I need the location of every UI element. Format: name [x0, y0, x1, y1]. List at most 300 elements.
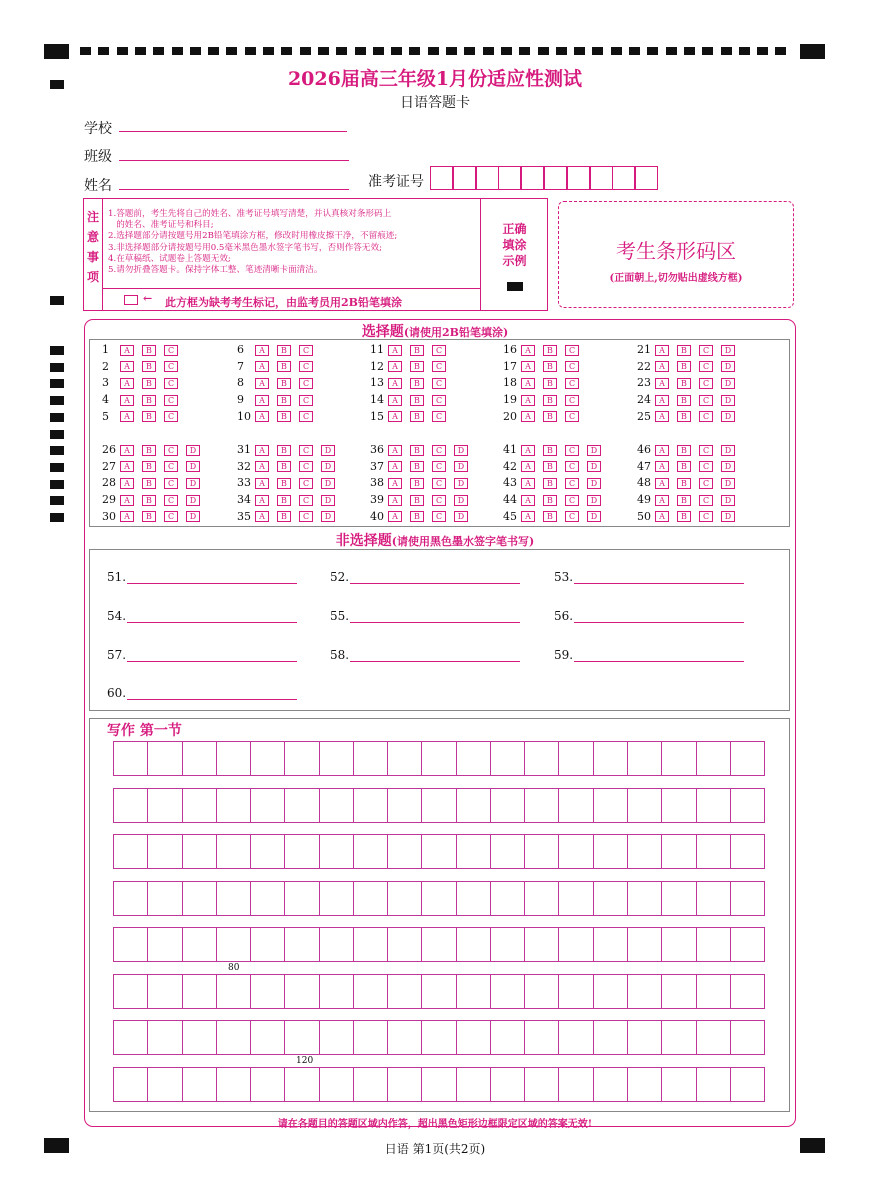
grid-cell[interactable]	[559, 882, 593, 915]
option-bubble-d[interactable]: D	[186, 495, 200, 506]
option-bubble-c[interactable]: C	[164, 495, 178, 506]
grid-cell[interactable]	[148, 1068, 182, 1101]
grid-cell[interactable]	[525, 882, 559, 915]
option-bubble-d[interactable]: D	[454, 495, 468, 506]
option-bubble-a[interactable]: A	[521, 511, 535, 522]
answer-underline[interactable]	[127, 622, 297, 623]
option-bubble-c[interactable]: C	[164, 461, 178, 472]
option-bubble-b[interactable]: B	[677, 445, 691, 456]
option-bubble-d[interactable]: D	[721, 411, 735, 422]
option-bubble-b[interactable]: B	[543, 395, 557, 406]
grid-cell[interactable]	[525, 789, 559, 822]
option-bubble-d[interactable]: D	[321, 461, 335, 472]
grid-cell[interactable]	[628, 928, 662, 961]
grid-cell[interactable]	[114, 928, 148, 961]
grid-cell[interactable]	[217, 835, 251, 868]
option-bubble-b[interactable]: B	[543, 495, 557, 506]
answer-underline[interactable]	[574, 622, 744, 623]
option-bubble-a[interactable]: A	[521, 495, 535, 506]
option-bubble-c[interactable]: C	[432, 511, 446, 522]
name-field[interactable]	[119, 189, 349, 190]
option-bubble-a[interactable]: A	[521, 345, 535, 356]
grid-cell[interactable]	[114, 975, 148, 1008]
grid-cell[interactable]	[217, 882, 251, 915]
option-bubble-a[interactable]: A	[255, 345, 269, 356]
option-bubble-b[interactable]: B	[277, 361, 291, 372]
option-bubble-c[interactable]: C	[565, 461, 579, 472]
grid-cell[interactable]	[251, 928, 285, 961]
grid-cell[interactable]	[697, 882, 731, 915]
grid-cell[interactable]	[148, 742, 182, 775]
answer-underline[interactable]	[350, 661, 520, 662]
option-bubble-a[interactable]: A	[388, 461, 402, 472]
option-bubble-a[interactable]: A	[120, 461, 134, 472]
option-bubble-a[interactable]: A	[255, 411, 269, 422]
grid-cell[interactable]	[251, 882, 285, 915]
answer-line-56[interactable]	[554, 609, 744, 623]
option-bubble-b[interactable]: B	[677, 378, 691, 389]
option-bubble-c[interactable]: C	[299, 495, 313, 506]
exam-id-digit-box[interactable]	[498, 166, 521, 190]
option-bubble-a[interactable]: A	[388, 495, 402, 506]
option-bubble-c[interactable]: C	[432, 461, 446, 472]
option-bubble-b[interactable]: B	[410, 511, 424, 522]
grid-cell[interactable]	[594, 928, 628, 961]
grid-cell[interactable]	[559, 928, 593, 961]
grid-cell[interactable]	[114, 789, 148, 822]
grid-cell[interactable]	[422, 975, 456, 1008]
grid-cell[interactable]	[731, 789, 765, 822]
grid-cell[interactable]	[731, 1068, 765, 1101]
option-bubble-b[interactable]: B	[410, 395, 424, 406]
option-bubble-c[interactable]: C	[565, 395, 579, 406]
grid-cell[interactable]	[148, 975, 182, 1008]
grid-cell[interactable]	[183, 928, 217, 961]
grid-cell[interactable]	[354, 1021, 388, 1054]
grid-cell[interactable]	[285, 742, 319, 775]
answer-underline[interactable]	[127, 699, 297, 700]
grid-cell[interactable]	[594, 1021, 628, 1054]
option-bubble-b[interactable]: B	[277, 511, 291, 522]
grid-cell[interactable]	[422, 1068, 456, 1101]
option-bubble-b[interactable]: B	[142, 478, 156, 489]
option-bubble-c[interactable]: C	[432, 345, 446, 356]
option-bubble-a[interactable]: A	[521, 461, 535, 472]
option-bubble-b[interactable]: B	[543, 445, 557, 456]
grid-cell[interactable]	[525, 975, 559, 1008]
option-bubble-d[interactable]: D	[186, 478, 200, 489]
grid-cell[interactable]	[388, 789, 422, 822]
option-bubble-a[interactable]: A	[388, 345, 402, 356]
grid-cell[interactable]	[183, 789, 217, 822]
grid-cell[interactable]	[697, 975, 731, 1008]
option-bubble-d[interactable]: D	[186, 445, 200, 456]
option-bubble-a[interactable]: A	[255, 461, 269, 472]
option-bubble-b[interactable]: B	[543, 478, 557, 489]
option-bubble-a[interactable]: A	[388, 478, 402, 489]
class-field[interactable]	[119, 160, 349, 161]
option-bubble-c[interactable]: C	[565, 511, 579, 522]
option-bubble-b[interactable]: B	[142, 411, 156, 422]
option-bubble-b[interactable]: B	[677, 411, 691, 422]
grid-cell[interactable]	[148, 1021, 182, 1054]
option-bubble-d[interactable]: D	[721, 345, 735, 356]
option-bubble-c[interactable]: C	[164, 478, 178, 489]
grid-cell[interactable]	[114, 1021, 148, 1054]
grid-cell[interactable]	[731, 1021, 765, 1054]
grid-cell[interactable]	[320, 742, 354, 775]
grid-cell[interactable]	[251, 742, 285, 775]
option-bubble-b[interactable]: B	[277, 345, 291, 356]
option-bubble-a[interactable]: A	[388, 411, 402, 422]
grid-cell[interactable]	[285, 975, 319, 1008]
grid-cell[interactable]	[628, 835, 662, 868]
grid-cell[interactable]	[559, 975, 593, 1008]
grid-cell[interactable]	[354, 882, 388, 915]
option-bubble-d[interactable]: D	[721, 478, 735, 489]
option-bubble-a[interactable]: A	[655, 395, 669, 406]
answer-underline[interactable]	[127, 583, 297, 584]
option-bubble-b[interactable]: B	[410, 495, 424, 506]
option-bubble-d[interactable]: D	[587, 461, 601, 472]
grid-cell[interactable]	[354, 1068, 388, 1101]
option-bubble-b[interactable]: B	[543, 345, 557, 356]
answer-line-59[interactable]	[554, 648, 744, 662]
option-bubble-b[interactable]: B	[410, 411, 424, 422]
option-bubble-a[interactable]: A	[388, 361, 402, 372]
option-bubble-c[interactable]: C	[699, 395, 713, 406]
grid-cell[interactable]	[320, 928, 354, 961]
option-bubble-c[interactable]: C	[699, 361, 713, 372]
grid-cell[interactable]	[491, 882, 525, 915]
grid-cell[interactable]	[491, 835, 525, 868]
grid-cell[interactable]	[731, 742, 765, 775]
option-bubble-b[interactable]: B	[410, 378, 424, 389]
option-bubble-a[interactable]: A	[120, 445, 134, 456]
grid-cell[interactable]	[457, 928, 491, 961]
grid-cell[interactable]	[731, 835, 765, 868]
option-bubble-d[interactable]: D	[454, 445, 468, 456]
option-bubble-a[interactable]: A	[255, 445, 269, 456]
option-bubble-a[interactable]: A	[521, 378, 535, 389]
grid-cell[interactable]	[594, 975, 628, 1008]
grid-cell[interactable]	[559, 835, 593, 868]
grid-cell[interactable]	[320, 835, 354, 868]
grid-cell[interactable]	[457, 975, 491, 1008]
option-bubble-b[interactable]: B	[543, 411, 557, 422]
option-bubble-b[interactable]: B	[677, 478, 691, 489]
option-bubble-a[interactable]: A	[120, 511, 134, 522]
grid-cell[interactable]	[251, 789, 285, 822]
option-bubble-a[interactable]: A	[255, 395, 269, 406]
grid-cell[interactable]	[662, 835, 696, 868]
grid-cell[interactable]	[628, 1021, 662, 1054]
option-bubble-b[interactable]: B	[277, 378, 291, 389]
grid-cell[interactable]	[320, 975, 354, 1008]
grid-cell[interactable]	[662, 928, 696, 961]
option-bubble-b[interactable]: B	[677, 495, 691, 506]
grid-cell[interactable]	[628, 789, 662, 822]
option-bubble-a[interactable]: A	[521, 445, 535, 456]
option-bubble-b[interactable]: B	[277, 478, 291, 489]
option-bubble-a[interactable]: A	[120, 411, 134, 422]
option-bubble-c[interactable]: C	[299, 361, 313, 372]
grid-cell[interactable]	[491, 742, 525, 775]
grid-cell[interactable]	[320, 1068, 354, 1101]
option-bubble-d[interactable]: D	[321, 478, 335, 489]
grid-cell[interactable]	[114, 1068, 148, 1101]
option-bubble-a[interactable]: A	[655, 411, 669, 422]
grid-cell[interactable]	[457, 1021, 491, 1054]
exam-id-digit-box[interactable]	[635, 166, 658, 190]
grid-cell[interactable]	[457, 835, 491, 868]
exam-id-digit-box[interactable]	[590, 166, 613, 190]
exam-id-digit-box[interactable]	[544, 166, 567, 190]
grid-cell[interactable]	[422, 835, 456, 868]
option-bubble-d[interactable]: D	[587, 495, 601, 506]
option-bubble-d[interactable]: D	[186, 511, 200, 522]
school-field[interactable]	[119, 131, 347, 132]
option-bubble-c[interactable]: C	[164, 378, 178, 389]
option-bubble-d[interactable]: D	[587, 478, 601, 489]
option-bubble-b[interactable]: B	[277, 411, 291, 422]
option-bubble-d[interactable]: D	[454, 511, 468, 522]
grid-cell[interactable]	[422, 742, 456, 775]
option-bubble-c[interactable]: C	[299, 378, 313, 389]
exam-id-digit-box[interactable]	[567, 166, 590, 190]
option-bubble-b[interactable]: B	[543, 511, 557, 522]
option-bubble-a[interactable]: A	[255, 361, 269, 372]
grid-cell[interactable]	[183, 975, 217, 1008]
grid-cell[interactable]	[525, 928, 559, 961]
option-bubble-c[interactable]: C	[565, 478, 579, 489]
grid-cell[interactable]	[422, 928, 456, 961]
grid-cell[interactable]	[525, 835, 559, 868]
grid-cell[interactable]	[217, 789, 251, 822]
grid-cell[interactable]	[525, 1068, 559, 1101]
grid-cell[interactable]	[354, 835, 388, 868]
absent-checkbox[interactable]	[124, 295, 138, 305]
option-bubble-c[interactable]: C	[565, 495, 579, 506]
grid-cell[interactable]	[525, 1021, 559, 1054]
grid-cell[interactable]	[457, 742, 491, 775]
option-bubble-c[interactable]: C	[699, 345, 713, 356]
option-bubble-c[interactable]: C	[299, 345, 313, 356]
grid-cell[interactable]	[662, 975, 696, 1008]
grid-cell[interactable]	[148, 882, 182, 915]
grid-cell[interactable]	[183, 1068, 217, 1101]
grid-cell[interactable]	[388, 742, 422, 775]
grid-cell[interactable]	[594, 882, 628, 915]
grid-cell[interactable]	[114, 882, 148, 915]
grid-cell[interactable]	[285, 789, 319, 822]
option-bubble-a[interactable]: A	[120, 345, 134, 356]
grid-cell[interactable]	[457, 789, 491, 822]
grid-cell[interactable]	[114, 835, 148, 868]
answer-line-53[interactable]	[554, 570, 744, 584]
option-bubble-b[interactable]: B	[142, 495, 156, 506]
option-bubble-c[interactable]: C	[164, 395, 178, 406]
option-bubble-d[interactable]: D	[321, 511, 335, 522]
grid-cell[interactable]	[422, 789, 456, 822]
grid-cell[interactable]	[491, 789, 525, 822]
option-bubble-d[interactable]: D	[454, 461, 468, 472]
grid-cell[interactable]	[697, 928, 731, 961]
option-bubble-c[interactable]: C	[299, 411, 313, 422]
option-bubble-b[interactable]: B	[677, 345, 691, 356]
grid-cell[interactable]	[662, 1021, 696, 1054]
grid-cell[interactable]	[628, 1068, 662, 1101]
grid-cell[interactable]	[285, 928, 319, 961]
option-bubble-b[interactable]: B	[277, 395, 291, 406]
grid-cell[interactable]	[491, 1068, 525, 1101]
grid-cell[interactable]	[628, 742, 662, 775]
grid-cell[interactable]	[388, 928, 422, 961]
option-bubble-a[interactable]: A	[255, 495, 269, 506]
grid-cell[interactable]	[217, 928, 251, 961]
exam-id-digit-box[interactable]	[476, 166, 499, 190]
option-bubble-a[interactable]: A	[388, 395, 402, 406]
answer-line-55[interactable]	[330, 609, 520, 623]
option-bubble-d[interactable]: D	[587, 511, 601, 522]
grid-cell[interactable]	[491, 1021, 525, 1054]
grid-cell[interactable]	[251, 975, 285, 1008]
option-bubble-a[interactable]: A	[521, 361, 535, 372]
grid-cell[interactable]	[183, 835, 217, 868]
answer-underline[interactable]	[127, 661, 297, 662]
grid-cell[interactable]	[354, 742, 388, 775]
option-bubble-b[interactable]: B	[142, 461, 156, 472]
option-bubble-c[interactable]: C	[164, 411, 178, 422]
answer-line-60[interactable]	[107, 686, 297, 700]
option-bubble-b[interactable]: B	[543, 361, 557, 372]
option-bubble-c[interactable]: C	[299, 445, 313, 456]
option-bubble-a[interactable]: A	[255, 378, 269, 389]
option-bubble-a[interactable]: A	[120, 378, 134, 389]
option-bubble-c[interactable]: C	[565, 445, 579, 456]
option-bubble-a[interactable]: A	[655, 378, 669, 389]
option-bubble-a[interactable]: A	[655, 345, 669, 356]
grid-cell[interactable]	[320, 1021, 354, 1054]
option-bubble-a[interactable]: A	[521, 411, 535, 422]
option-bubble-c[interactable]: C	[164, 511, 178, 522]
option-bubble-c[interactable]: C	[299, 511, 313, 522]
grid-cell[interactable]	[354, 789, 388, 822]
option-bubble-c[interactable]: C	[164, 445, 178, 456]
option-bubble-c[interactable]: C	[699, 511, 713, 522]
option-bubble-b[interactable]: B	[410, 478, 424, 489]
option-bubble-d[interactable]: D	[321, 495, 335, 506]
grid-cell[interactable]	[217, 1068, 251, 1101]
grid-cell[interactable]	[731, 975, 765, 1008]
grid-cell[interactable]	[251, 1021, 285, 1054]
option-bubble-c[interactable]: C	[432, 378, 446, 389]
grid-cell[interactable]	[354, 975, 388, 1008]
option-bubble-a[interactable]: A	[120, 361, 134, 372]
grid-cell[interactable]	[422, 882, 456, 915]
option-bubble-d[interactable]: D	[321, 445, 335, 456]
grid-cell[interactable]	[559, 1021, 593, 1054]
option-bubble-a[interactable]: A	[655, 511, 669, 522]
option-bubble-b[interactable]: B	[142, 445, 156, 456]
grid-cell[interactable]	[388, 1068, 422, 1101]
grid-cell[interactable]	[148, 789, 182, 822]
grid-cell[interactable]	[388, 1021, 422, 1054]
exam-id-digit-box[interactable]	[430, 166, 453, 190]
grid-cell[interactable]	[594, 835, 628, 868]
grid-cell[interactable]	[285, 882, 319, 915]
option-bubble-c[interactable]: C	[699, 378, 713, 389]
option-bubble-d[interactable]: D	[721, 378, 735, 389]
option-bubble-b[interactable]: B	[410, 461, 424, 472]
grid-cell[interactable]	[285, 1021, 319, 1054]
option-bubble-c[interactable]: C	[699, 478, 713, 489]
option-bubble-c[interactable]: C	[432, 478, 446, 489]
option-bubble-a[interactable]: A	[120, 395, 134, 406]
option-bubble-d[interactable]: D	[186, 461, 200, 472]
grid-cell[interactable]	[697, 742, 731, 775]
option-bubble-b[interactable]: B	[142, 378, 156, 389]
grid-cell[interactable]	[183, 882, 217, 915]
grid-cell[interactable]	[388, 975, 422, 1008]
grid-cell[interactable]	[251, 835, 285, 868]
grid-cell[interactable]	[457, 1068, 491, 1101]
option-bubble-d[interactable]: D	[721, 511, 735, 522]
option-bubble-b[interactable]: B	[677, 395, 691, 406]
option-bubble-a[interactable]: A	[655, 445, 669, 456]
grid-cell[interactable]	[697, 789, 731, 822]
option-bubble-d[interactable]: D	[721, 395, 735, 406]
grid-cell[interactable]	[320, 882, 354, 915]
option-bubble-a[interactable]: A	[521, 395, 535, 406]
grid-cell[interactable]	[697, 1021, 731, 1054]
answer-line-54[interactable]	[107, 609, 297, 623]
grid-cell[interactable]	[594, 789, 628, 822]
grid-cell[interactable]	[217, 975, 251, 1008]
option-bubble-c[interactable]: C	[299, 478, 313, 489]
grid-cell[interactable]	[731, 928, 765, 961]
exam-id-digit-box[interactable]	[453, 166, 476, 190]
grid-cell[interactable]	[594, 1068, 628, 1101]
option-bubble-d[interactable]: D	[721, 461, 735, 472]
option-bubble-b[interactable]: B	[410, 361, 424, 372]
option-bubble-a[interactable]: A	[655, 495, 669, 506]
option-bubble-c[interactable]: C	[299, 461, 313, 472]
option-bubble-a[interactable]: A	[120, 495, 134, 506]
option-bubble-b[interactable]: B	[277, 461, 291, 472]
grid-cell[interactable]	[559, 742, 593, 775]
grid-cell[interactable]	[559, 789, 593, 822]
grid-cell[interactable]	[662, 882, 696, 915]
option-bubble-d[interactable]: D	[587, 445, 601, 456]
grid-cell[interactable]	[491, 975, 525, 1008]
grid-cell[interactable]	[697, 1068, 731, 1101]
option-bubble-b[interactable]: B	[677, 361, 691, 372]
grid-cell[interactable]	[285, 835, 319, 868]
option-bubble-a[interactable]: A	[120, 478, 134, 489]
option-bubble-a[interactable]: A	[388, 378, 402, 389]
option-bubble-c[interactable]: C	[299, 395, 313, 406]
option-bubble-c[interactable]: C	[699, 495, 713, 506]
grid-cell[interactable]	[628, 882, 662, 915]
grid-cell[interactable]	[422, 1021, 456, 1054]
option-bubble-d[interactable]: D	[721, 495, 735, 506]
exam-id-digit-box[interactable]	[612, 166, 635, 190]
grid-cell[interactable]	[491, 928, 525, 961]
grid-cell[interactable]	[628, 975, 662, 1008]
option-bubble-d[interactable]: D	[721, 361, 735, 372]
option-bubble-a[interactable]: A	[388, 445, 402, 456]
